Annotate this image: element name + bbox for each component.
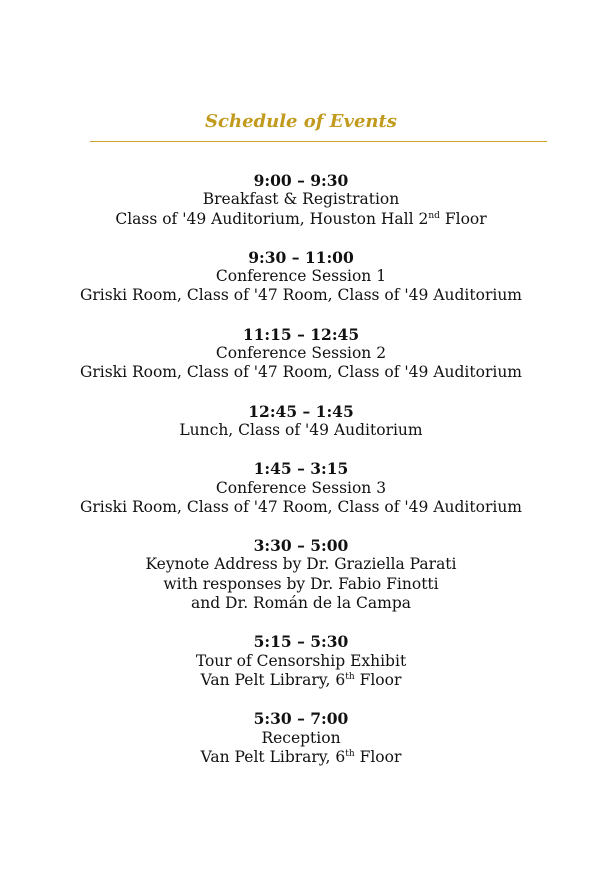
event-item: [0, 325, 602, 383]
event-item: [0, 402, 602, 441]
event-location: [0, 210, 602, 229]
event-time: 5:30 – 7:00: [253, 709, 349, 729]
event-location: [0, 748, 602, 767]
event-item: [0, 536, 602, 613]
event-location-text-end: Floor: [354, 747, 402, 766]
event-title: Conference Session 1: [215, 267, 387, 286]
event-time: 1:45 – 3:15: [253, 459, 349, 479]
event-item: [0, 248, 602, 306]
event-time: 11:15 – 12:45: [242, 324, 360, 344]
event-item: [0, 632, 602, 690]
event-location-text: Van Pelt Library, 6: [200, 670, 346, 689]
event-title: Breakfast & Registration: [202, 190, 400, 209]
event-location-text-end: Floor: [354, 670, 402, 689]
event-title: Tour of Censorship Exhibit: [195, 651, 407, 670]
event-time: 9:30 – 11:00: [248, 247, 354, 267]
ordinal-suffix: th: [345, 671, 355, 682]
event-detail: and Dr. Román de la Campa: [190, 594, 412, 613]
event-location-text: Van Pelt Library, 6: [200, 747, 346, 766]
ordinal-suffix: nd: [428, 210, 440, 221]
schedule-title: Schedule of Events: [205, 111, 397, 132]
title-divider: [90, 141, 547, 142]
event-item: [0, 171, 602, 229]
event-title: Reception: [261, 728, 341, 747]
event-location: Griski Room, Class of '47 Room, Class of '49 Auditorium: [79, 363, 522, 382]
event-time: 5:15 – 5:30: [253, 632, 349, 652]
event-location: Griski Room, Class of '47 Room, Class of '49 Auditorium: [79, 497, 522, 516]
event-item: [0, 709, 602, 767]
event-location: [0, 671, 602, 690]
event-location-text-end: Floor: [439, 209, 487, 228]
event-location: Griski Room, Class of '47 Room, Class of '49 Auditorium: [79, 286, 522, 305]
ordinal-suffix: th: [345, 748, 355, 759]
event-location-text: Class of '49 Auditorium, Houston Hall 2: [115, 209, 429, 228]
event-time: 9:00 – 9:30: [253, 171, 349, 190]
event-title: Conference Session 3: [215, 478, 387, 497]
event-time: 12:45 – 1:45: [248, 401, 354, 421]
event-title: Lunch, Class of '49 Auditorium: [179, 420, 423, 439]
schedule-list: [0, 171, 602, 786]
event-title: Keynote Address by Dr. Graziella Parati: [145, 555, 457, 574]
event-item: [0, 459, 602, 517]
event-detail: with responses by Dr. Fabio Finotti: [163, 574, 439, 593]
event-title: Conference Session 2: [215, 344, 387, 363]
event-time: 3:30 – 5:00: [253, 536, 349, 556]
